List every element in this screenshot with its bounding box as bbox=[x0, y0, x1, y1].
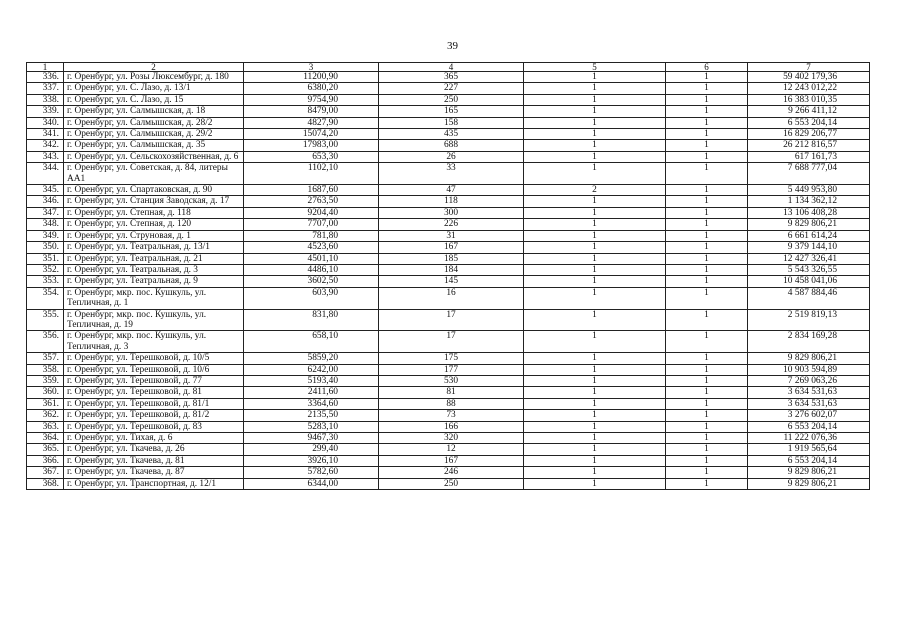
row-sum: 7 269 063,26 bbox=[748, 375, 870, 386]
row-area: 4501,10 bbox=[244, 253, 379, 264]
row-col5: 1 bbox=[524, 331, 666, 353]
row-col5: 1 bbox=[524, 309, 666, 331]
row-area: 653,30 bbox=[244, 151, 379, 162]
row-col4: 17 bbox=[379, 331, 524, 353]
header-col-3: 3 bbox=[244, 63, 379, 72]
row-col6: 1 bbox=[666, 83, 748, 94]
row-address: г. Оренбург, мкр. пос. Кушкуль, ул. Тепличная, д. 19 bbox=[64, 309, 244, 331]
row-area: 3602,50 bbox=[244, 276, 379, 287]
row-col6: 1 bbox=[666, 433, 748, 444]
row-address: г. Оренбург, мкр. пос. Кушкуль, ул. Тепличная, д. 3 bbox=[64, 331, 244, 353]
row-address: г. Оренбург, ул. Тихая, д. 6 bbox=[64, 433, 244, 444]
row-col5: 1 bbox=[524, 364, 666, 375]
row-col4: 226 bbox=[379, 219, 524, 230]
header-col-5: 5 bbox=[524, 63, 666, 72]
table-row bbox=[27, 455, 870, 466]
row-col5: 1 bbox=[524, 455, 666, 466]
header-col-7: 7 bbox=[748, 63, 870, 72]
row-number: 351. bbox=[27, 253, 64, 264]
row-number: 338. bbox=[27, 94, 64, 105]
table-row bbox=[27, 364, 870, 375]
row-col5: 1 bbox=[524, 83, 666, 94]
row-address: г. Оренбург, ул. Театральная, д. 21 bbox=[64, 253, 244, 264]
row-area: 9204,40 bbox=[244, 207, 379, 218]
row-number: 358. bbox=[27, 364, 64, 375]
row-col6: 1 bbox=[666, 129, 748, 140]
row-col6: 1 bbox=[666, 467, 748, 478]
row-col5: 1 bbox=[524, 410, 666, 421]
row-number: 359. bbox=[27, 375, 64, 386]
row-sum: 9 829 806,21 bbox=[748, 353, 870, 364]
row-col4: 175 bbox=[379, 353, 524, 364]
row-area: 2763,50 bbox=[244, 196, 379, 207]
row-sum: 3 634 531,63 bbox=[748, 387, 870, 398]
row-col4: 73 bbox=[379, 410, 524, 421]
row-number: 340. bbox=[27, 117, 64, 128]
row-col6: 1 bbox=[666, 421, 748, 432]
row-col4: 166 bbox=[379, 421, 524, 432]
row-number: 348. bbox=[27, 219, 64, 230]
row-area: 6344,00 bbox=[244, 478, 379, 489]
table-row bbox=[27, 242, 870, 253]
header-col-4: 4 bbox=[379, 63, 524, 72]
row-address: г. Оренбург, ул. Струновая, д. 1 bbox=[64, 230, 244, 241]
row-sum: 5 543 326,55 bbox=[748, 264, 870, 275]
row-number: 349. bbox=[27, 230, 64, 241]
table-row bbox=[27, 331, 870, 353]
table-row bbox=[27, 478, 870, 489]
row-address: г. Оренбург, ул. С. Лазо, д. 13/1 bbox=[64, 83, 244, 94]
table-row bbox=[27, 140, 870, 151]
row-number: 363. bbox=[27, 421, 64, 432]
table-row bbox=[27, 230, 870, 241]
row-sum: 7 688 777,04 bbox=[748, 163, 870, 185]
row-col4: 320 bbox=[379, 433, 524, 444]
row-sum: 3 634 531,63 bbox=[748, 398, 870, 409]
table-row bbox=[27, 309, 870, 331]
row-number: 361. bbox=[27, 398, 64, 409]
row-col6: 1 bbox=[666, 287, 748, 309]
row-area: 9467,30 bbox=[244, 433, 379, 444]
row-number: 354. bbox=[27, 287, 64, 309]
row-col5: 1 bbox=[524, 94, 666, 105]
row-col5: 1 bbox=[524, 387, 666, 398]
row-number: 345. bbox=[27, 185, 64, 196]
row-col4: 167 bbox=[379, 455, 524, 466]
row-sum: 9 379 144,10 bbox=[748, 242, 870, 253]
row-col6: 1 bbox=[666, 94, 748, 105]
row-col4: 177 bbox=[379, 364, 524, 375]
row-sum: 3 276 602,07 bbox=[748, 410, 870, 421]
row-area: 1102,10 bbox=[244, 163, 379, 185]
row-col6: 1 bbox=[666, 398, 748, 409]
row-sum: 12 243 012,22 bbox=[748, 83, 870, 94]
row-address: г. Оренбург, ул. Розы Люксембург, д. 180 bbox=[64, 72, 244, 83]
table-row bbox=[27, 264, 870, 275]
row-col4: 81 bbox=[379, 387, 524, 398]
row-col5: 1 bbox=[524, 444, 666, 455]
row-number: 343. bbox=[27, 151, 64, 162]
row-sum: 2 834 169,28 bbox=[748, 331, 870, 353]
row-address: г. Оренбург, ул. Станция Заводская, д. 17 bbox=[64, 196, 244, 207]
row-area: 5859,20 bbox=[244, 353, 379, 364]
table-row bbox=[27, 207, 870, 218]
row-col6: 1 bbox=[666, 375, 748, 386]
table-row bbox=[27, 375, 870, 386]
row-sum: 16 829 206,77 bbox=[748, 129, 870, 140]
row-sum: 6 553 204,14 bbox=[748, 117, 870, 128]
row-address: г. Оренбург, ул. Советская, д. 84, литеры АА1 bbox=[64, 163, 244, 185]
row-col4: 365 bbox=[379, 72, 524, 83]
row-col5: 1 bbox=[524, 163, 666, 185]
table-row bbox=[27, 467, 870, 478]
row-col6: 1 bbox=[666, 196, 748, 207]
row-col5: 1 bbox=[524, 230, 666, 241]
row-col6: 1 bbox=[666, 219, 748, 230]
row-col6: 1 bbox=[666, 276, 748, 287]
row-sum: 6 661 614,24 bbox=[748, 230, 870, 241]
row-col5: 1 bbox=[524, 287, 666, 309]
row-sum: 26 212 816,57 bbox=[748, 140, 870, 151]
row-address: г. Оренбург, ул. Терешковой, д. 81/1 bbox=[64, 398, 244, 409]
table-row bbox=[27, 253, 870, 264]
table-row bbox=[27, 219, 870, 230]
row-col4: 250 bbox=[379, 94, 524, 105]
row-area: 8479,00 bbox=[244, 106, 379, 117]
row-number: 365. bbox=[27, 444, 64, 455]
row-col6: 1 bbox=[666, 253, 748, 264]
page-number: 39 bbox=[447, 40, 458, 52]
row-sum: 5 449 953,80 bbox=[748, 185, 870, 196]
row-col6: 1 bbox=[666, 185, 748, 196]
row-col6: 1 bbox=[666, 230, 748, 241]
row-number: 344. bbox=[27, 163, 64, 185]
row-col4: 31 bbox=[379, 230, 524, 241]
row-number: 337. bbox=[27, 83, 64, 94]
row-col6: 1 bbox=[666, 140, 748, 151]
row-area: 1687,60 bbox=[244, 185, 379, 196]
row-area: 2411,60 bbox=[244, 387, 379, 398]
row-area: 4523,60 bbox=[244, 242, 379, 253]
row-number: 353. bbox=[27, 276, 64, 287]
row-sum: 9 829 806,21 bbox=[748, 478, 870, 489]
row-col4: 12 bbox=[379, 444, 524, 455]
row-col4: 227 bbox=[379, 83, 524, 94]
row-number: 364. bbox=[27, 433, 64, 444]
row-area: 9754,90 bbox=[244, 94, 379, 105]
row-col5: 1 bbox=[524, 421, 666, 432]
row-address: г. Оренбург, мкр. пос. Кушкуль, ул. Тепличная, д. 1 bbox=[64, 287, 244, 309]
row-col6: 1 bbox=[666, 264, 748, 275]
row-col5: 1 bbox=[524, 353, 666, 364]
row-sum: 6 553 204,14 bbox=[748, 421, 870, 432]
row-area: 4486,10 bbox=[244, 264, 379, 275]
table-row bbox=[27, 83, 870, 94]
row-col5: 1 bbox=[524, 140, 666, 151]
table-row bbox=[27, 444, 870, 455]
row-col6: 1 bbox=[666, 151, 748, 162]
row-col4: 118 bbox=[379, 196, 524, 207]
row-address: г. Оренбург, ул. Терешковой, д. 10/6 bbox=[64, 364, 244, 375]
row-col5: 1 bbox=[524, 242, 666, 253]
row-col4: 184 bbox=[379, 264, 524, 275]
row-col5: 1 bbox=[524, 264, 666, 275]
row-col4: 167 bbox=[379, 242, 524, 253]
row-area: 4827,90 bbox=[244, 117, 379, 128]
row-col5: 1 bbox=[524, 129, 666, 140]
row-number: 366. bbox=[27, 455, 64, 466]
row-area: 781,80 bbox=[244, 230, 379, 241]
row-sum: 59 402 179,36 bbox=[748, 72, 870, 83]
row-address: г. Оренбург, ул. Терешковой, д. 81 bbox=[64, 387, 244, 398]
row-col5: 1 bbox=[524, 72, 666, 83]
row-col5: 1 bbox=[524, 151, 666, 162]
table-row bbox=[27, 196, 870, 207]
row-area: 299,40 bbox=[244, 444, 379, 455]
table-row bbox=[27, 151, 870, 162]
row-number: 367. bbox=[27, 467, 64, 478]
row-col6: 1 bbox=[666, 444, 748, 455]
row-number: 356. bbox=[27, 331, 64, 353]
row-sum: 2 519 819,13 bbox=[748, 309, 870, 331]
row-col6: 1 bbox=[666, 163, 748, 185]
row-sum: 9 266 411,12 bbox=[748, 106, 870, 117]
row-col5: 1 bbox=[524, 478, 666, 489]
row-col4: 246 bbox=[379, 467, 524, 478]
row-sum: 9 829 806,21 bbox=[748, 219, 870, 230]
row-address: г. Оренбург, ул. Степная, д. 118 bbox=[64, 207, 244, 218]
row-col5: 1 bbox=[524, 398, 666, 409]
row-col4: 158 bbox=[379, 117, 524, 128]
row-area: 15074,20 bbox=[244, 129, 379, 140]
row-number: 355. bbox=[27, 309, 64, 331]
row-area: 7707,00 bbox=[244, 219, 379, 230]
row-col4: 530 bbox=[379, 375, 524, 386]
table-row bbox=[27, 106, 870, 117]
row-number: 336. bbox=[27, 72, 64, 83]
row-col6: 1 bbox=[666, 207, 748, 218]
table-row bbox=[27, 421, 870, 432]
table-row bbox=[27, 72, 870, 83]
row-col5: 2 bbox=[524, 185, 666, 196]
table-row bbox=[27, 94, 870, 105]
table-row bbox=[27, 353, 870, 364]
row-col6: 1 bbox=[666, 410, 748, 421]
row-col5: 1 bbox=[524, 253, 666, 264]
row-col6: 1 bbox=[666, 117, 748, 128]
row-col6: 1 bbox=[666, 455, 748, 466]
row-col5: 1 bbox=[524, 106, 666, 117]
row-area: 831,80 bbox=[244, 309, 379, 331]
row-address: г. Оренбург, ул. Ткачева, д. 26 bbox=[64, 444, 244, 455]
table-row bbox=[27, 185, 870, 196]
row-area: 658,10 bbox=[244, 331, 379, 353]
row-address: г. Оренбург, ул. Театральная, д. 9 bbox=[64, 276, 244, 287]
row-col6: 1 bbox=[666, 387, 748, 398]
row-area: 11200,90 bbox=[244, 72, 379, 83]
table-row bbox=[27, 410, 870, 421]
table-row bbox=[27, 433, 870, 444]
row-col6: 1 bbox=[666, 331, 748, 353]
row-col5: 1 bbox=[524, 219, 666, 230]
row-address: г. Оренбург, ул. Салмышская, д. 35 bbox=[64, 140, 244, 151]
row-address: г. Оренбург, ул. Степная, д. 120 bbox=[64, 219, 244, 230]
row-address: г. Оренбург, ул. Салмышская, д. 29/2 bbox=[64, 129, 244, 140]
row-col6: 1 bbox=[666, 309, 748, 331]
row-col4: 435 bbox=[379, 129, 524, 140]
row-col6: 1 bbox=[666, 364, 748, 375]
row-sum: 1 134 362,12 bbox=[748, 196, 870, 207]
row-sum: 10 903 594,89 bbox=[748, 364, 870, 375]
row-address: г. Оренбург, ул. Терешковой, д. 83 bbox=[64, 421, 244, 432]
row-address: г. Оренбург, ул. Терешковой, д. 10/5 bbox=[64, 353, 244, 364]
row-area: 6242,00 bbox=[244, 364, 379, 375]
row-area: 5193,40 bbox=[244, 375, 379, 386]
row-sum: 6 553 204,14 bbox=[748, 455, 870, 466]
row-address: г. Оренбург, ул. Театральная, д. 3 bbox=[64, 264, 244, 275]
row-col4: 26 bbox=[379, 151, 524, 162]
row-col6: 1 bbox=[666, 72, 748, 83]
row-col5: 1 bbox=[524, 207, 666, 218]
row-col5: 1 bbox=[524, 117, 666, 128]
row-col6: 1 bbox=[666, 353, 748, 364]
header-col-1: 1 bbox=[27, 63, 64, 72]
row-sum: 13 106 408,28 bbox=[748, 207, 870, 218]
row-sum: 9 829 806,21 bbox=[748, 467, 870, 478]
row-number: 346. bbox=[27, 196, 64, 207]
registry-table-container bbox=[26, 62, 869, 490]
row-col4: 47 bbox=[379, 185, 524, 196]
row-col5: 1 bbox=[524, 467, 666, 478]
row-number: 347. bbox=[27, 207, 64, 218]
row-col6: 1 bbox=[666, 106, 748, 117]
row-number: 357. bbox=[27, 353, 64, 364]
row-col4: 185 bbox=[379, 253, 524, 264]
row-area: 5782,60 bbox=[244, 467, 379, 478]
row-address: г. Оренбург, ул. Терешковой, д. 81/2 bbox=[64, 410, 244, 421]
row-sum: 16 383 010,35 bbox=[748, 94, 870, 105]
row-sum: 11 222 076,36 bbox=[748, 433, 870, 444]
table-row bbox=[27, 398, 870, 409]
row-number: 360. bbox=[27, 387, 64, 398]
header-col-6: 6 bbox=[666, 63, 748, 72]
row-sum: 12 427 326,41 bbox=[748, 253, 870, 264]
row-number: 368. bbox=[27, 478, 64, 489]
row-address: г. Оренбург, ул. Спартаковская, д. 90 bbox=[64, 185, 244, 196]
row-col4: 88 bbox=[379, 398, 524, 409]
row-address: г. Оренбург, ул. Ткачева, д. 81 bbox=[64, 455, 244, 466]
row-sum: 4 587 884,46 bbox=[748, 287, 870, 309]
table-row bbox=[27, 387, 870, 398]
row-address: г. Оренбург, ул. Ткачева, д. 87 bbox=[64, 467, 244, 478]
header-row bbox=[27, 63, 870, 72]
row-number: 350. bbox=[27, 242, 64, 253]
row-area: 3364,60 bbox=[244, 398, 379, 409]
row-address: г. Оренбург, ул. Салмышская, д. 18 bbox=[64, 106, 244, 117]
row-area: 6380,20 bbox=[244, 83, 379, 94]
row-area: 17983,00 bbox=[244, 140, 379, 151]
row-area: 603,90 bbox=[244, 287, 379, 309]
row-number: 341. bbox=[27, 129, 64, 140]
row-area: 5283,10 bbox=[244, 421, 379, 432]
row-number: 342. bbox=[27, 140, 64, 151]
row-area: 2135,50 bbox=[244, 410, 379, 421]
table-row bbox=[27, 117, 870, 128]
row-col4: 16 bbox=[379, 287, 524, 309]
row-number: 339. bbox=[27, 106, 64, 117]
registry-table bbox=[26, 62, 870, 490]
row-col5: 1 bbox=[524, 433, 666, 444]
row-col4: 300 bbox=[379, 207, 524, 218]
row-address: г. Оренбург, ул. Театральная, д. 13/1 bbox=[64, 242, 244, 253]
row-col5: 1 bbox=[524, 375, 666, 386]
row-col6: 1 bbox=[666, 478, 748, 489]
row-sum: 1 919 565,64 bbox=[748, 444, 870, 455]
row-col5: 1 bbox=[524, 276, 666, 287]
table-row bbox=[27, 276, 870, 287]
row-number: 362. bbox=[27, 410, 64, 421]
row-col4: 165 bbox=[379, 106, 524, 117]
row-col4: 33 bbox=[379, 163, 524, 185]
row-sum: 10 458 041,06 bbox=[748, 276, 870, 287]
table-body bbox=[27, 72, 870, 490]
row-number: 352. bbox=[27, 264, 64, 275]
row-col5: 1 bbox=[524, 196, 666, 207]
row-col4: 688 bbox=[379, 140, 524, 151]
row-address: г. Оренбург, ул. Салмышская, д. 28/2 bbox=[64, 117, 244, 128]
header-col-2: 2 bbox=[64, 63, 244, 72]
row-address: г. Оренбург, ул. С. Лазо, д. 15 bbox=[64, 94, 244, 105]
row-col4: 250 bbox=[379, 478, 524, 489]
table-row bbox=[27, 287, 870, 309]
table-row bbox=[27, 163, 870, 185]
row-address: г. Оренбург, ул. Сельскохозяйственная, д. 6 bbox=[64, 151, 244, 162]
row-col4: 145 bbox=[379, 276, 524, 287]
row-col4: 17 bbox=[379, 309, 524, 331]
table-row bbox=[27, 129, 870, 140]
row-address: г. Оренбург, ул. Транспортная, д. 12/1 bbox=[64, 478, 244, 489]
row-address: г. Оренбург, ул. Терешковой, д. 77 bbox=[64, 375, 244, 386]
row-sum: 617 161,73 bbox=[748, 151, 870, 162]
row-col6: 1 bbox=[666, 242, 748, 253]
row-area: 3926,10 bbox=[244, 455, 379, 466]
